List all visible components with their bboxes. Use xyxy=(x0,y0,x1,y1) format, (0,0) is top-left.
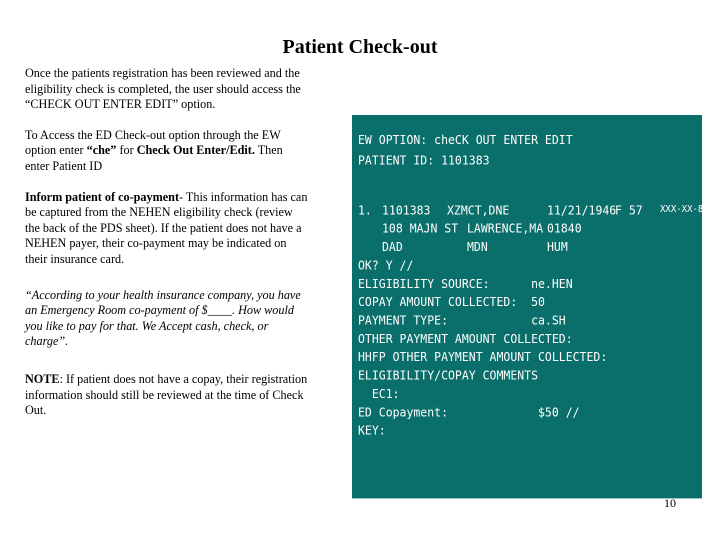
access-text-c: Then enter Patient ID xyxy=(25,143,283,173)
note-paragraph xyxy=(25,372,310,419)
check-out-edit-option: Check Out Enter/Edit. xyxy=(136,143,255,158)
note-label: NOTE xyxy=(25,371,60,386)
terminal-screen xyxy=(352,115,720,498)
page-title: Patient Check-out xyxy=(282,36,438,58)
patient-row-code-a: DAD xyxy=(382,239,403,255)
terminal-ok-prompt: OK? Y // xyxy=(358,257,414,273)
patient-row-city: LAWRENCE,MA xyxy=(467,220,544,236)
terminal-hhfp-other-payment: HHFP OTHER PAYMENT AMOUNT COLLECTED: xyxy=(358,349,608,365)
patient-row-address: 108 MAJN ST xyxy=(382,220,459,236)
patient-row-code-b: MDN xyxy=(467,239,488,255)
terminal-patient-id-line: PATIENT ID: 1101383 xyxy=(358,152,490,168)
terminal-key-prompt: KEY: xyxy=(358,422,386,438)
terminal-comments-header: ELIGIBILITY/COPAY COMMENTS xyxy=(358,367,539,383)
patient-row-ssn: XXX-XX-8008 xyxy=(660,204,720,216)
che-command: “che” xyxy=(86,143,117,158)
patient-row-zip: 01840 xyxy=(547,220,582,236)
note-text: : If patient does not have a copay, their registration information should still be reviewed at the time of Check Out. xyxy=(25,371,308,418)
terminal-option-line: EW OPTION: cheCK OUT ENTER EDIT xyxy=(358,132,573,148)
terminal-ec1: EC1: xyxy=(358,386,400,402)
patient-row-dob: 11/21/1946 xyxy=(547,202,617,218)
intro-paragraph: Once the patients registration has been reviewed and the eligibility check is completed, the user should access the “CHECK OUT ENTER EDIT” option. xyxy=(25,66,301,112)
instructions-column xyxy=(25,66,310,434)
terminal-ed-copayment: ED Copayment: $50 // xyxy=(358,404,580,420)
access-text-b: for xyxy=(116,143,137,158)
terminal-copay-collected: COPAY AMOUNT COLLECTED: 50 xyxy=(358,294,545,310)
access-text-a: To Access the ED Check-out option through the EW option enter xyxy=(25,127,281,158)
copayment-paragraph xyxy=(25,190,310,268)
access-paragraph xyxy=(25,128,310,175)
patient-row-sex-age: F 57 xyxy=(615,202,643,218)
terminal-other-payment: OTHER PAYMENT AMOUNT COLLECTED: xyxy=(358,331,573,347)
patient-row-name: XZMCT,DNE xyxy=(447,202,510,218)
patient-row-id: 1101383 xyxy=(382,202,431,218)
copayment-text: - This information has can be captured from the NEHEN eligibility check (review the back of the PDS sheet). If the patient does not have a NEHEN payer, their co-payment may be indicated on their insurance card. xyxy=(25,189,308,266)
patient-row-number: 1. xyxy=(358,202,372,218)
patient-row-code-c: HUM xyxy=(547,239,568,255)
copayment-heading: Inform patient of co-payment xyxy=(25,189,180,204)
terminal-eligibility-source: ELIGIBILITY SOURCE: ne.HEN xyxy=(358,275,573,292)
script-quote: “According to your health insurance company, you have an Emergency Room co-payment of $____. How would you like to pay for that. We Accept cash, check, or charge”. xyxy=(25,287,301,349)
terminal-payment-type: PAYMENT TYPE: ca.SH xyxy=(358,312,566,328)
page-number: 10 xyxy=(664,496,676,510)
